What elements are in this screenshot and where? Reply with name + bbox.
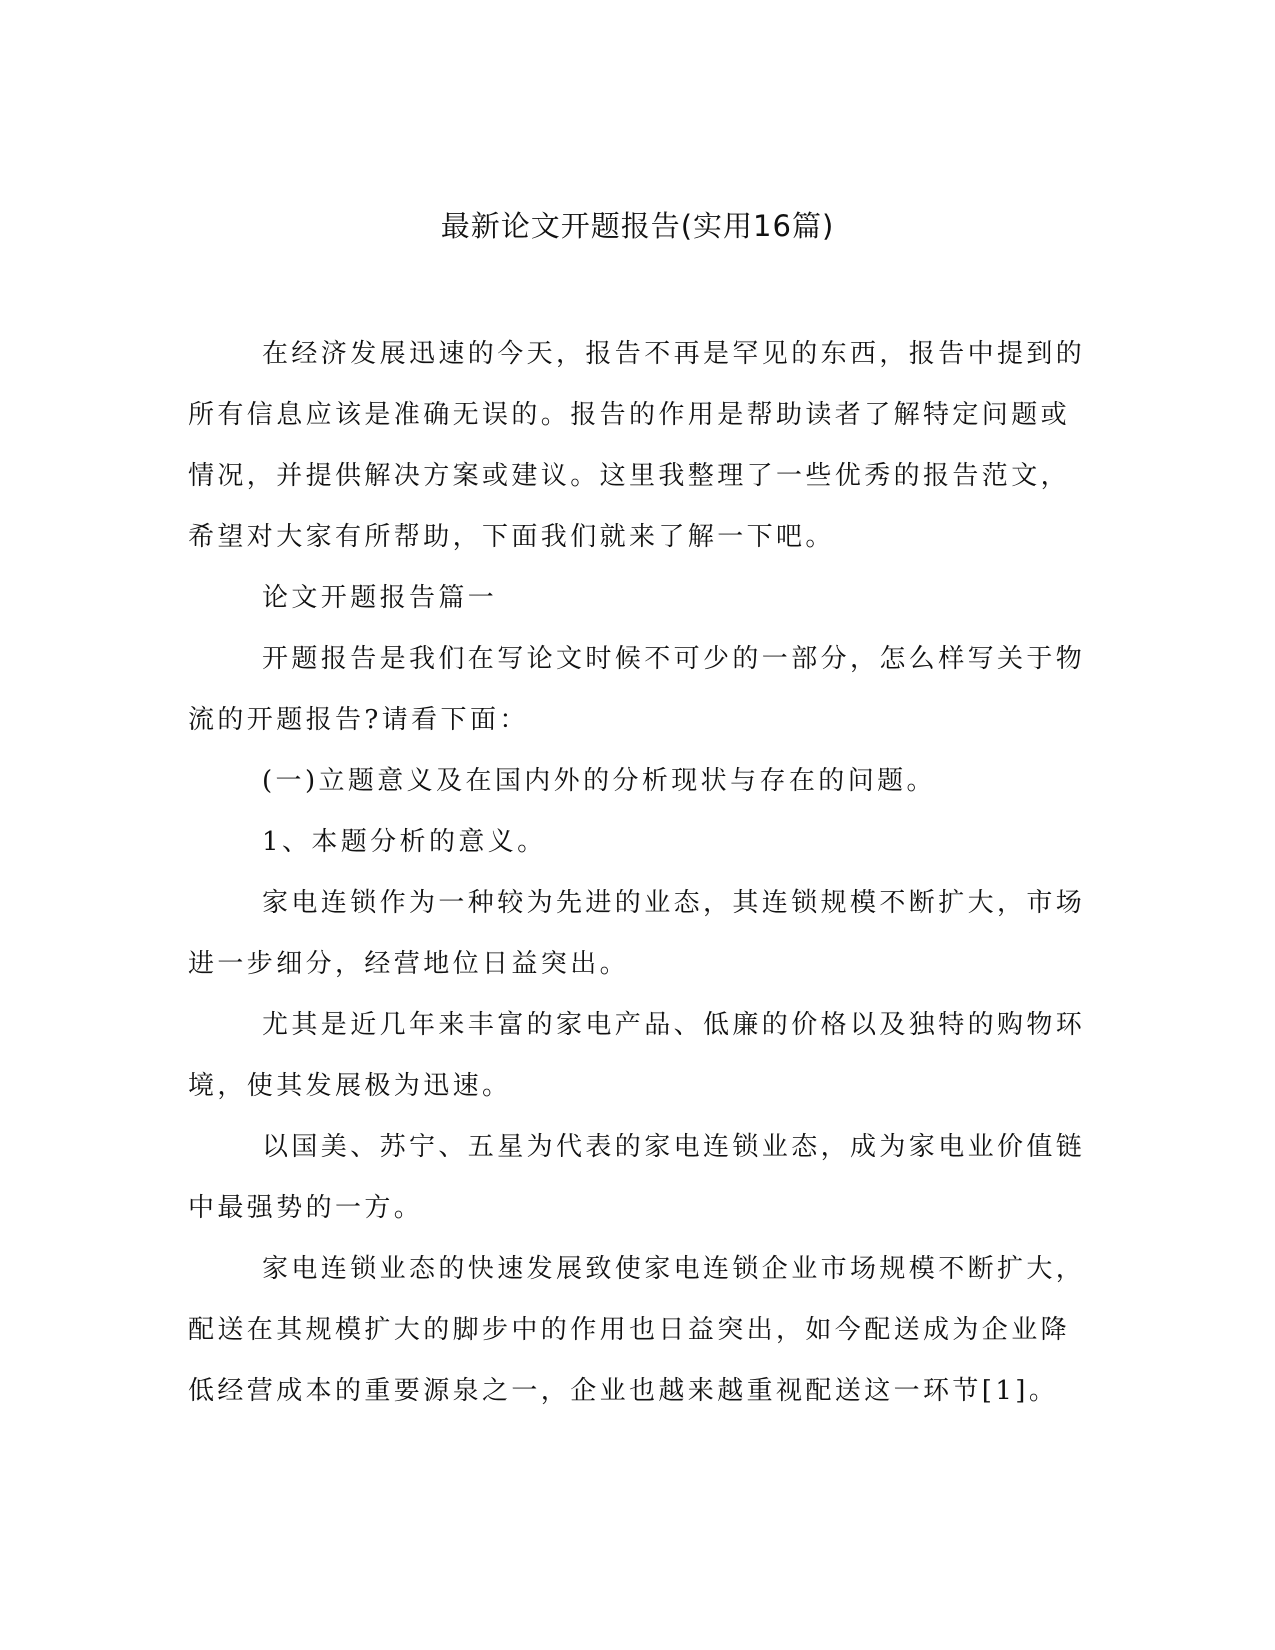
- paragraph-line: 以国美、苏宁、五星为代表的家电连锁业态，成为家电业价值链: [262, 1132, 1086, 1162]
- subheading: [188, 812, 1068, 873]
- paragraph-line: 开题报告是我们在写论文时候不可少的一部分，怎么样写关于物: [262, 644, 1086, 674]
- paragraph-line: 情况，并提供解决方案或建议。这里我整理了一些优秀的报告范文，: [188, 461, 1071, 491]
- paragraph: [188, 995, 1086, 1117]
- paragraph-line: 境，使其发展极为迅速。: [188, 1071, 512, 1101]
- paragraph-line: 配送在其规模扩大的脚步中的作用也日益突出，如今配送成为企业降: [188, 1315, 1071, 1345]
- document-title: 最新论文开题报告(实用16篇): [440, 209, 835, 243]
- paragraph-line: (一)立题意义及在国内外的分析现状与存在的问题。: [262, 766, 936, 796]
- paragraph: [188, 873, 1086, 995]
- paragraph-line: 论文开题报告篇一: [262, 583, 498, 613]
- paragraph: [188, 1117, 1086, 1239]
- document-body: [188, 324, 1086, 1422]
- paragraph: [188, 1239, 1086, 1422]
- paragraph-line: 1、本题分析的意义。: [262, 827, 547, 857]
- subheading: [188, 751, 1068, 812]
- paragraph-line: 在经济发展迅速的今天，报告不再是罕见的东西，报告中提到的: [262, 339, 1086, 369]
- paragraph-line: 所有信息应该是准确无误的。报告的作用是帮助读者了解特定问题或: [188, 400, 1071, 430]
- section-heading: [188, 568, 1068, 629]
- paragraph-line: 流的开题报告?请看下面：: [188, 705, 529, 735]
- paragraph: [188, 324, 1086, 568]
- paragraph-line: 低经营成本的重要源泉之一，企业也越来越重视配送这一环节[1]。: [188, 1376, 1059, 1406]
- paragraph-line: 家电连锁业态的快速发展致使家电连锁企业市场规模不断扩大，: [262, 1254, 1086, 1284]
- paragraph-line: 中最强势的一方。: [188, 1193, 424, 1223]
- paragraph-line: 家电连锁作为一种较为先进的业态，其连锁规模不断扩大，市场: [262, 888, 1086, 918]
- paragraph: [188, 629, 1086, 751]
- paragraph-line: 希望对大家有所帮助，下面我们就来了解一下吧。: [188, 522, 835, 552]
- paragraph-line: 进一步细分，经营地位日益突出。: [188, 949, 630, 979]
- paragraph-line: 尤其是近几年来丰富的家电产品、低廉的价格以及独特的购物环: [262, 1010, 1086, 1040]
